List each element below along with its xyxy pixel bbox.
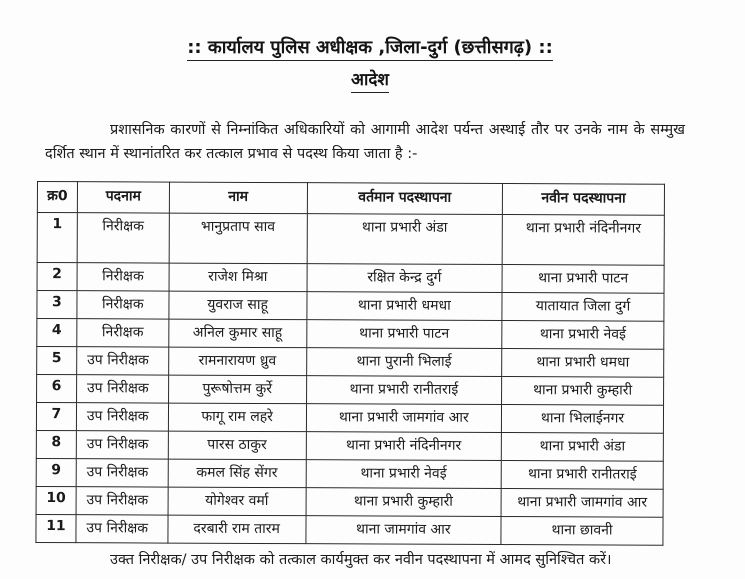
cell-new-posting: थाना प्रभारी कुम्हारी <box>502 377 664 406</box>
header-rank: पदनाम <box>77 182 169 213</box>
cell-new-posting: थाना प्रभारी रानीतराई <box>501 461 663 490</box>
table-row <box>36 458 663 489</box>
cell-current-posting: थाना प्रभारी जामगांव आर <box>306 404 502 433</box>
cell-rank: उप निरीक्षक <box>76 487 168 515</box>
header-current-posting: वर्तमान पदस्थापना <box>307 183 503 215</box>
cell-new-posting: थाना छावनी <box>501 517 663 546</box>
cell-rank: उप निरीक्षक <box>77 347 169 375</box>
order-heading <box>320 67 420 90</box>
order-heading-text: आदेश <box>351 70 389 93</box>
cell-current-posting: थाना प्रभारी कुम्हारी <box>306 488 502 517</box>
cell-serial: 3 <box>37 291 77 319</box>
cell-rank: निरीक्षक <box>77 213 169 263</box>
cell-current-posting: थाना प्रभारी रानीतराई <box>306 376 502 405</box>
cell-name: योगेश्वर वर्मा <box>168 487 306 516</box>
cell-serial: 4 <box>37 319 77 347</box>
cell-current-posting: थाना पुरानी भिलाई <box>306 348 502 377</box>
cell-serial: 5 <box>37 347 77 375</box>
cell-rank: उप निरीक्षक <box>76 515 168 543</box>
transfer-table <box>35 181 665 546</box>
cell-new-posting: थाना प्रभारी धमधा <box>502 349 664 378</box>
cell-current-posting: थाना प्रभारी धमधा <box>306 292 502 321</box>
cell-name: पारस ठाकुर <box>168 431 306 460</box>
header-new-posting: नवीन पदस्थापना <box>502 184 664 216</box>
cell-rank: निरीक्षक <box>77 263 169 291</box>
order-paragraph: प्रशासनिक कारणों से निम्नांकित अधिकारियों को आगामी आदेश पर्यन्त अस्थाई तौर पर उनके नाम के सम्मुख दर्शित स्थान में स्थानांतरित कर तत्काल प्रभाव से पदस्थ किया जाता है :- <box>45 122 685 162</box>
cell-new-posting: यातायात जिला दुर्ग <box>502 293 664 322</box>
header-name: नाम <box>169 182 307 214</box>
cell-serial: 7 <box>36 403 76 431</box>
cell-current-posting: थाना प्रभारी नंदिनीनगर <box>306 432 502 461</box>
cell-name: दरबारी राम तारम <box>168 515 306 544</box>
cell-new-posting: थाना भिलाईनगर <box>502 405 664 434</box>
office-title-text: :: कार्यालय पुलिस अधीक्षक ,जिला-दुर्ग (छत्तीसगढ़) :: <box>187 37 553 61</box>
cell-name: पुरूषोत्तम कुर्रे <box>168 375 306 404</box>
table-row <box>37 263 664 294</box>
cell-serial: 9 <box>36 458 76 486</box>
cell-current-posting: रक्षित केन्द्र दुर्ग <box>307 264 503 293</box>
cell-new-posting: थाना प्रभारी नंदिनीनगर <box>502 215 664 266</box>
cell-current-posting: थाना प्रभारी अंडा <box>307 214 503 265</box>
relieving-instruction: उक्त निरीक्षक/ उप निरीक्षक को तत्काल कार्यमुक्त कर नवीन पदस्थापना में आमद सुनिश्चित करें। <box>110 552 612 568</box>
table-row <box>37 291 664 322</box>
cell-rank: उप निरीक्षक <box>76 459 168 487</box>
cell-new-posting: थाना प्रभारी अंडा <box>501 433 663 462</box>
table-row <box>36 486 663 517</box>
cell-rank: उप निरीक्षक <box>76 403 168 431</box>
cell-name: रामनारायण ध्रुव <box>168 347 306 376</box>
cell-rank: उप निरीक्षक <box>76 431 168 459</box>
cell-rank: निरीक्षक <box>77 291 169 319</box>
table-header-row <box>37 182 664 216</box>
cell-name: अनिल कुमार साहू <box>169 319 307 348</box>
cell-name: राजेश मिश्रा <box>169 263 307 292</box>
cell-serial: 1 <box>37 213 77 263</box>
cell-name: कमल सिंह सेंगर <box>168 459 306 488</box>
cell-rank: उप निरीक्षक <box>76 375 168 403</box>
table-row <box>36 514 663 545</box>
cell-serial: 8 <box>36 430 76 458</box>
cell-serial: 10 <box>36 486 76 514</box>
cell-name: भानुप्रताप साव <box>169 213 307 264</box>
cell-name: फागू राम लहरे <box>168 403 306 432</box>
cell-new-posting: थाना प्रभारी पाटन <box>502 265 664 294</box>
table-row <box>37 347 664 378</box>
cell-new-posting: थाना प्रभारी नेवई <box>502 321 664 350</box>
cell-rank: निरीक्षक <box>77 319 169 347</box>
cell-name: युवराज साहू <box>169 291 307 320</box>
table-row <box>36 430 663 461</box>
office-title <box>170 35 570 59</box>
cell-current-posting: थाना प्रभारी नेवई <box>306 460 502 489</box>
cell-current-posting: थाना जामगांव आर <box>305 516 501 545</box>
table-row <box>36 403 663 434</box>
table-row <box>37 213 664 266</box>
header-serial: क्र0 <box>37 182 77 213</box>
cell-current-posting: थाना प्रभारी पाटन <box>306 320 502 349</box>
cell-serial: 2 <box>37 263 77 291</box>
cell-serial: 6 <box>37 375 77 403</box>
table-row <box>37 319 664 350</box>
cell-serial: 11 <box>36 514 76 542</box>
table-row <box>37 375 664 406</box>
cell-new-posting: थाना प्रभारी जामगांव आर <box>501 489 663 518</box>
